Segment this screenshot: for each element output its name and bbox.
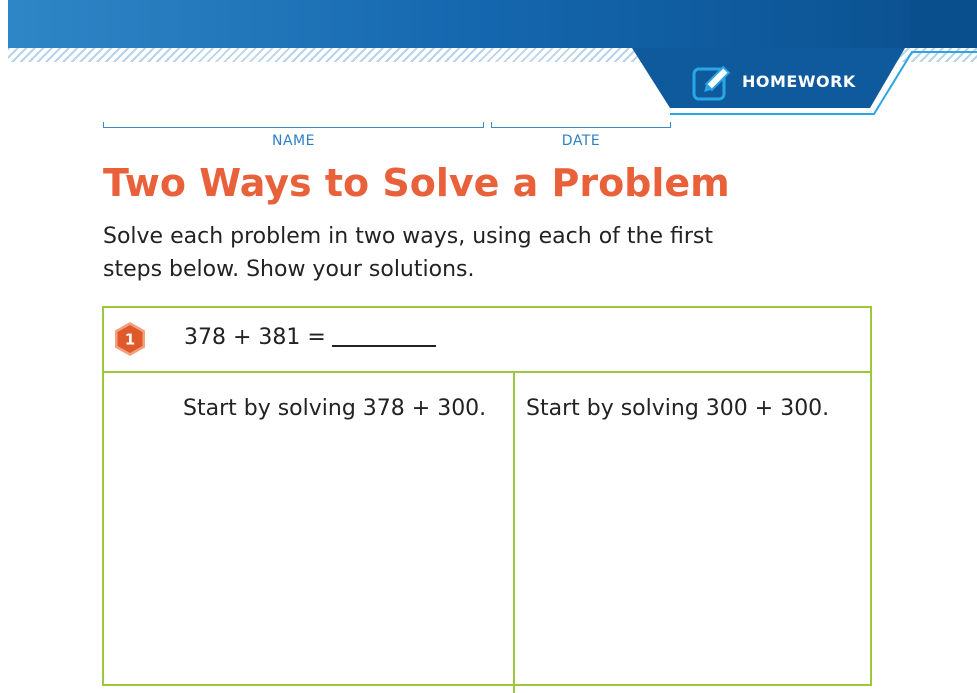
homework-label: HOMEWORK <box>742 72 856 91</box>
date-label: DATE <box>561 133 601 149</box>
row-divider <box>104 371 870 373</box>
page-title: Two Ways to Solve a Problem <box>103 161 730 205</box>
problem-box <box>102 306 872 686</box>
answer-blank[interactable] <box>332 345 436 347</box>
left-step-text: Start by solving 378 + 300. <box>183 396 487 421</box>
problem-expression-text: 378 + 381 = <box>184 325 326 350</box>
problem-number-badge <box>112 321 148 357</box>
name-label: NAME <box>272 133 315 149</box>
instructions-text: Solve each problem in two ways, using each of the first steps below. Show your solutions. <box>103 224 713 282</box>
homework-tab <box>630 0 977 118</box>
right-step-text: Start by solving 300 + 300. <box>526 396 830 421</box>
pencil-edit-icon <box>692 64 736 104</box>
problem-expression <box>184 325 436 350</box>
name-field-line[interactable] <box>103 122 484 128</box>
problem-number: 1 <box>124 330 136 349</box>
column-divider <box>513 373 515 693</box>
date-field-line[interactable] <box>491 122 671 128</box>
